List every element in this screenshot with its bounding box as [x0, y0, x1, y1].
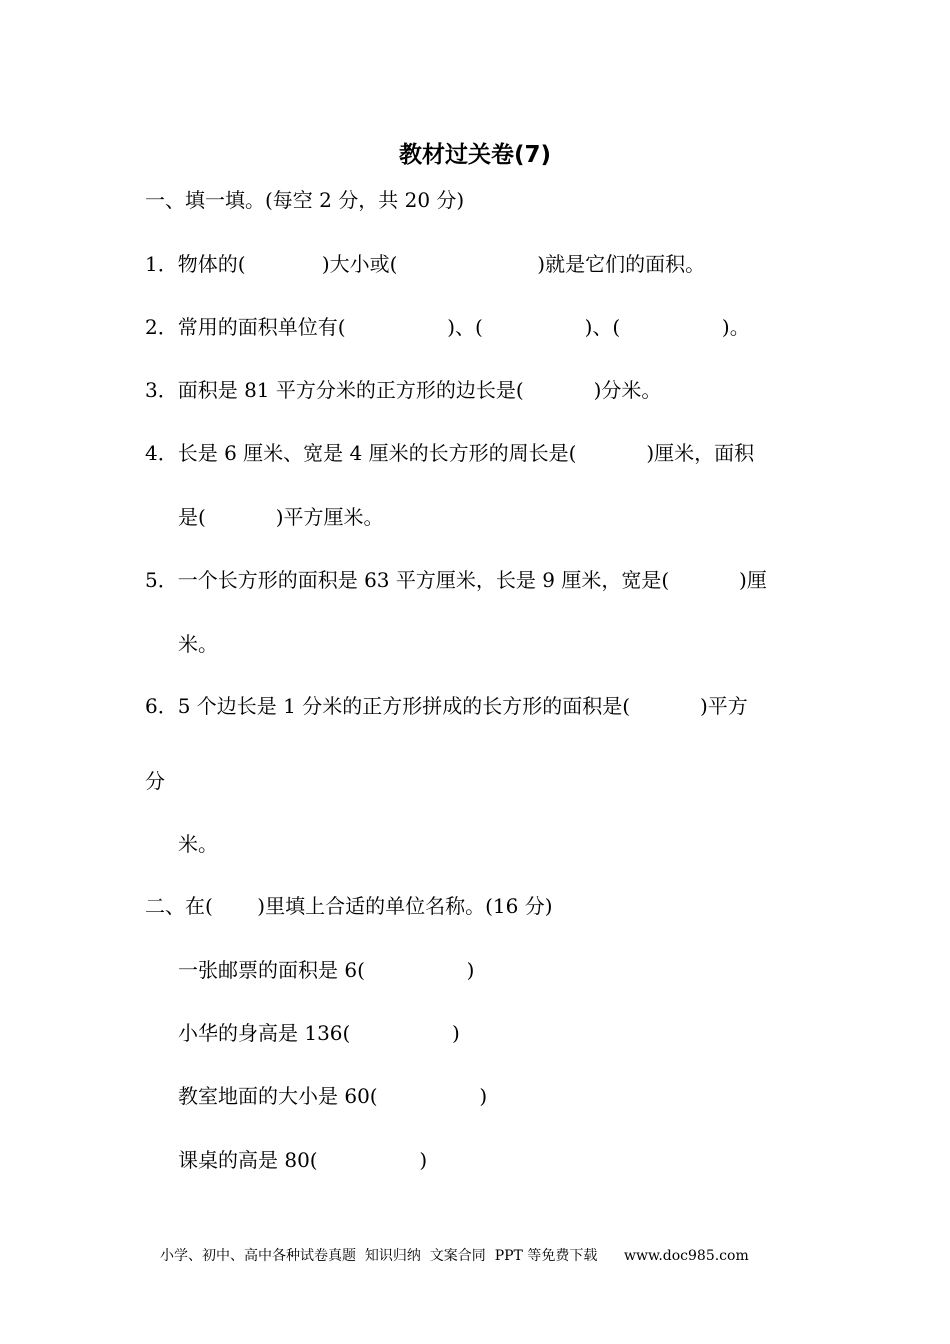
question-3: 3．面积是 81 平方分米的正方形的边长是( )分米。 — [145, 378, 662, 402]
footer-text: 小学、初中、高中各种试卷真题 知识归纳 文案合同 PPT 等免费下载 www.doc985.com — [160, 1248, 749, 1264]
unit-item-height: 小华的身高是 136( ) — [178, 1021, 460, 1045]
page-title: 教材过关卷(7) — [398, 142, 552, 168]
question-4-line-2: 是( )平方厘米。 — [178, 505, 384, 529]
question-5-line-1: 5．一个长方形的面积是 63 平方厘米，长是 9 厘米，宽是( )厘 — [145, 568, 767, 592]
section-1-heading: 一、填一填。(每空 2 分，共 20 分) — [145, 188, 465, 212]
question-2: 2．常用的面积单位有( )、( )、( )。 — [145, 315, 750, 339]
question-6-line-2: 分 — [145, 769, 165, 793]
unit-item-classroom: 教室地面的大小是 60( ) — [178, 1084, 488, 1108]
question-1: 1．物体的( )大小或( )就是它们的面积。 — [145, 252, 706, 276]
question-6-line-1: 6．5 个边长是 1 分米的正方形拼成的长方形的面积是( )平方 — [145, 694, 748, 718]
section-2-heading: 二、在( )里填上合适的单位名称。(16 分) — [145, 894, 553, 918]
question-5-line-2: 米。 — [178, 632, 218, 656]
unit-item-stamp: 一张邮票的面积是 6( ) — [178, 958, 475, 982]
question-4-line-1: 4．长是 6 厘米、宽是 4 厘米的长方形的周长是( )厘米，面积 — [145, 441, 755, 465]
question-6-line-3: 米。 — [178, 832, 218, 856]
unit-item-desk: 课桌的高是 80( ) — [178, 1148, 428, 1172]
